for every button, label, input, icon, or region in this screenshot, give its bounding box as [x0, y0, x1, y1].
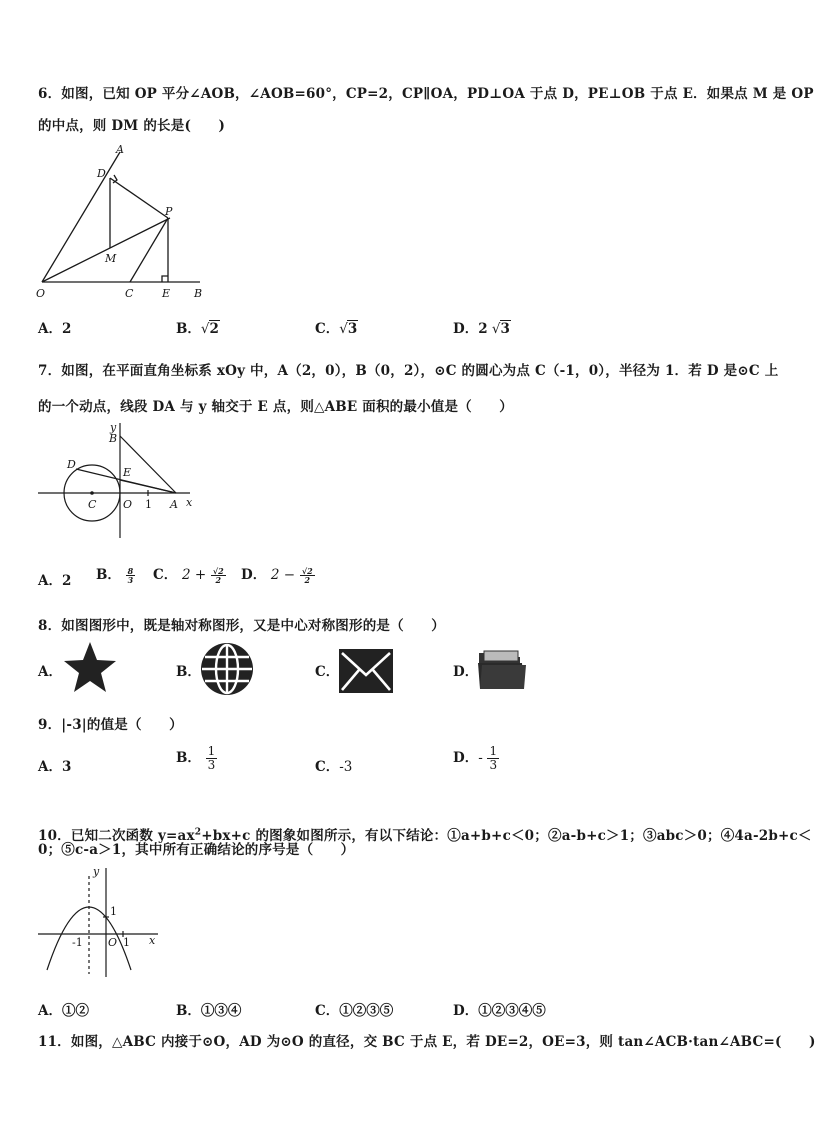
label-1: 1 — [145, 498, 152, 511]
segment-pd — [110, 178, 168, 218]
fraction-numerator: √2 — [212, 566, 224, 576]
segment-cp — [130, 218, 168, 282]
option-value: ①② — [61, 1003, 89, 1019]
option-prefix: 2 + — [181, 567, 207, 583]
option-value: -3 — [339, 759, 353, 775]
option-label: D． — [453, 1003, 479, 1019]
label-p: P — [165, 205, 173, 218]
option-prefix: - — [478, 750, 483, 766]
q6-text-line2: 的中点，则 DM 的长是( ) — [38, 118, 226, 134]
option-label: C． — [315, 759, 340, 775]
fraction-denominator: 3 — [489, 758, 498, 772]
q8-option-c-label[interactable]: C． — [315, 664, 340, 680]
q11-text-line1: 11．如图，△ABC 内接于⊙O，AD 为⊙O 的直径，交 BC 于点 E，若 DE=2，OE=3，则 tan∠ACB·tan∠ABC=( ) — [38, 1034, 816, 1050]
option-coef: 2 — [478, 321, 488, 337]
option-value: 2 — [209, 321, 219, 337]
q10-option-b[interactable] — [176, 999, 241, 1019]
option-label: C． — [315, 1003, 340, 1019]
option-label: C． — [315, 321, 340, 337]
label-a: A — [116, 143, 124, 156]
fraction-denominator: 3 — [207, 758, 216, 772]
q9-option-c[interactable] — [315, 755, 352, 775]
label-b: B — [194, 287, 203, 300]
option-label: C． — [153, 567, 178, 583]
q8-option-b-label[interactable]: B． — [176, 664, 201, 680]
segment-ab — [120, 436, 176, 493]
q8-option-a-label[interactable]: A． — [38, 664, 62, 680]
label-x: x — [149, 934, 156, 947]
fraction-numerator: 1 — [207, 744, 216, 758]
q7-option-c[interactable] — [153, 563, 226, 584]
q10-option-d[interactable] — [453, 999, 546, 1019]
option-label: D． — [241, 567, 267, 583]
label-y: y — [93, 865, 100, 878]
option-prefix: 2 − — [270, 567, 296, 583]
label-a: A — [170, 498, 178, 511]
q7-figure — [30, 418, 205, 543]
option-label: B． — [176, 1003, 201, 1019]
option-value: 3 — [500, 321, 510, 337]
fraction-numerator: 1 — [489, 744, 498, 758]
fraction-denominator: 2 — [304, 575, 311, 585]
option-label: D． — [453, 321, 479, 337]
label-c: C — [125, 287, 134, 300]
q9-text-line1: 9．|-3|的值是（ ） — [38, 717, 183, 733]
q8-option-d-label[interactable]: D． — [453, 664, 479, 680]
q10-text-line1: 10．已知二次函数 $y=ax^2+bx+c$ 的图象如图所示，有以下结论：①a+b+c＜0；②a-b+c＞1；③abc＞0；④4a-2b+c＜ — [38, 827, 812, 844]
q7-text-line2: 的一个动点，线段 DA 与 y 轴交于 E 点，则△ABE 面积的最小值是（ ） — [38, 399, 513, 415]
q7-option-b[interactable] — [96, 563, 135, 584]
option-label: A． — [38, 321, 62, 337]
q8-text-line1: 8．如图图形中，既是轴对称图形，又是中心对称图形的是（ ） — [38, 618, 445, 634]
label-o: O — [123, 498, 133, 511]
q6-option-a[interactable] — [38, 317, 71, 337]
q7-option-d[interactable] — [241, 563, 315, 584]
envelope-icon[interactable] — [338, 648, 394, 694]
center-c — [90, 491, 94, 495]
label-m: M — [105, 252, 117, 265]
q7-option-a[interactable] — [38, 569, 71, 589]
q10-option-a[interactable] — [38, 999, 89, 1019]
label-c: C — [88, 498, 97, 511]
label-d: D — [97, 167, 106, 180]
q7-text-line1: 7．如图，在平面直角坐标系 xOy 中，A（2，0），B（0，2），⊙C 的圆心为点 C（-1，0），半径为 1．若 D 是⊙C 上 — [38, 363, 779, 379]
option-label: A． — [38, 573, 62, 589]
folder-icon[interactable] — [476, 645, 528, 693]
label-e: E — [162, 287, 171, 300]
option-value: 2 — [61, 573, 72, 589]
option-value: 2 — [61, 321, 72, 337]
q9-option-b[interactable] — [176, 745, 217, 772]
option-value: ①③④ — [200, 1003, 242, 1019]
option-label: B． — [176, 321, 201, 337]
right-angle-e — [162, 276, 168, 282]
label-y-1: 1 — [110, 905, 117, 918]
q9-option-d[interactable] — [453, 745, 499, 772]
label-b: B — [109, 432, 118, 445]
label-x-1: 1 — [123, 936, 130, 949]
option-label: A． — [38, 1003, 62, 1019]
option-label: D． — [453, 750, 479, 766]
option-label: A． — [38, 759, 62, 775]
label-d: D — [67, 458, 76, 471]
option-value: 3 — [347, 321, 358, 337]
label-e: E — [123, 466, 132, 479]
globe-icon[interactable] — [198, 640, 256, 698]
fraction-numerator: √2 — [301, 566, 313, 576]
q10-text-line2: 0；⑤c-a＞1，其中所有正确结论的序号是（ ） — [38, 842, 355, 858]
fraction-numerator: 8 — [127, 566, 134, 576]
q9-option-a[interactable] — [38, 755, 71, 775]
label-o: O — [36, 287, 46, 300]
star-icon[interactable] — [62, 640, 118, 696]
fraction-denominator: 2 — [215, 575, 222, 585]
q6-option-d[interactable]: D．2 √3 — [453, 321, 510, 337]
option-label: B． — [176, 750, 201, 766]
label-y: y — [110, 421, 117, 434]
option-value: ①②③⑤ — [339, 1003, 394, 1019]
q6-figure — [30, 140, 220, 305]
q6-option-c[interactable]: C．√3 — [315, 321, 358, 337]
q10-option-c[interactable] — [315, 999, 393, 1019]
label-o: O — [108, 936, 118, 949]
q10-figure — [30, 862, 170, 980]
label-x: x — [186, 496, 193, 509]
option-label: B． — [96, 567, 121, 583]
q6-text-line1: 6．如图，已知 OP 平分∠AOB，∠AOB=60°，CP=2，CP∥OA，PD⊥OA 于点 D，PE⊥OB 于点 E．如果点 M 是 OP — [38, 86, 814, 102]
label-neg-1: -1 — [72, 936, 83, 949]
option-value: ①②③④⑤ — [478, 1003, 546, 1019]
q6-option-b[interactable]: B．√2 — [176, 321, 219, 337]
fraction-denominator: 3 — [127, 575, 134, 585]
option-value: 3 — [61, 759, 72, 775]
